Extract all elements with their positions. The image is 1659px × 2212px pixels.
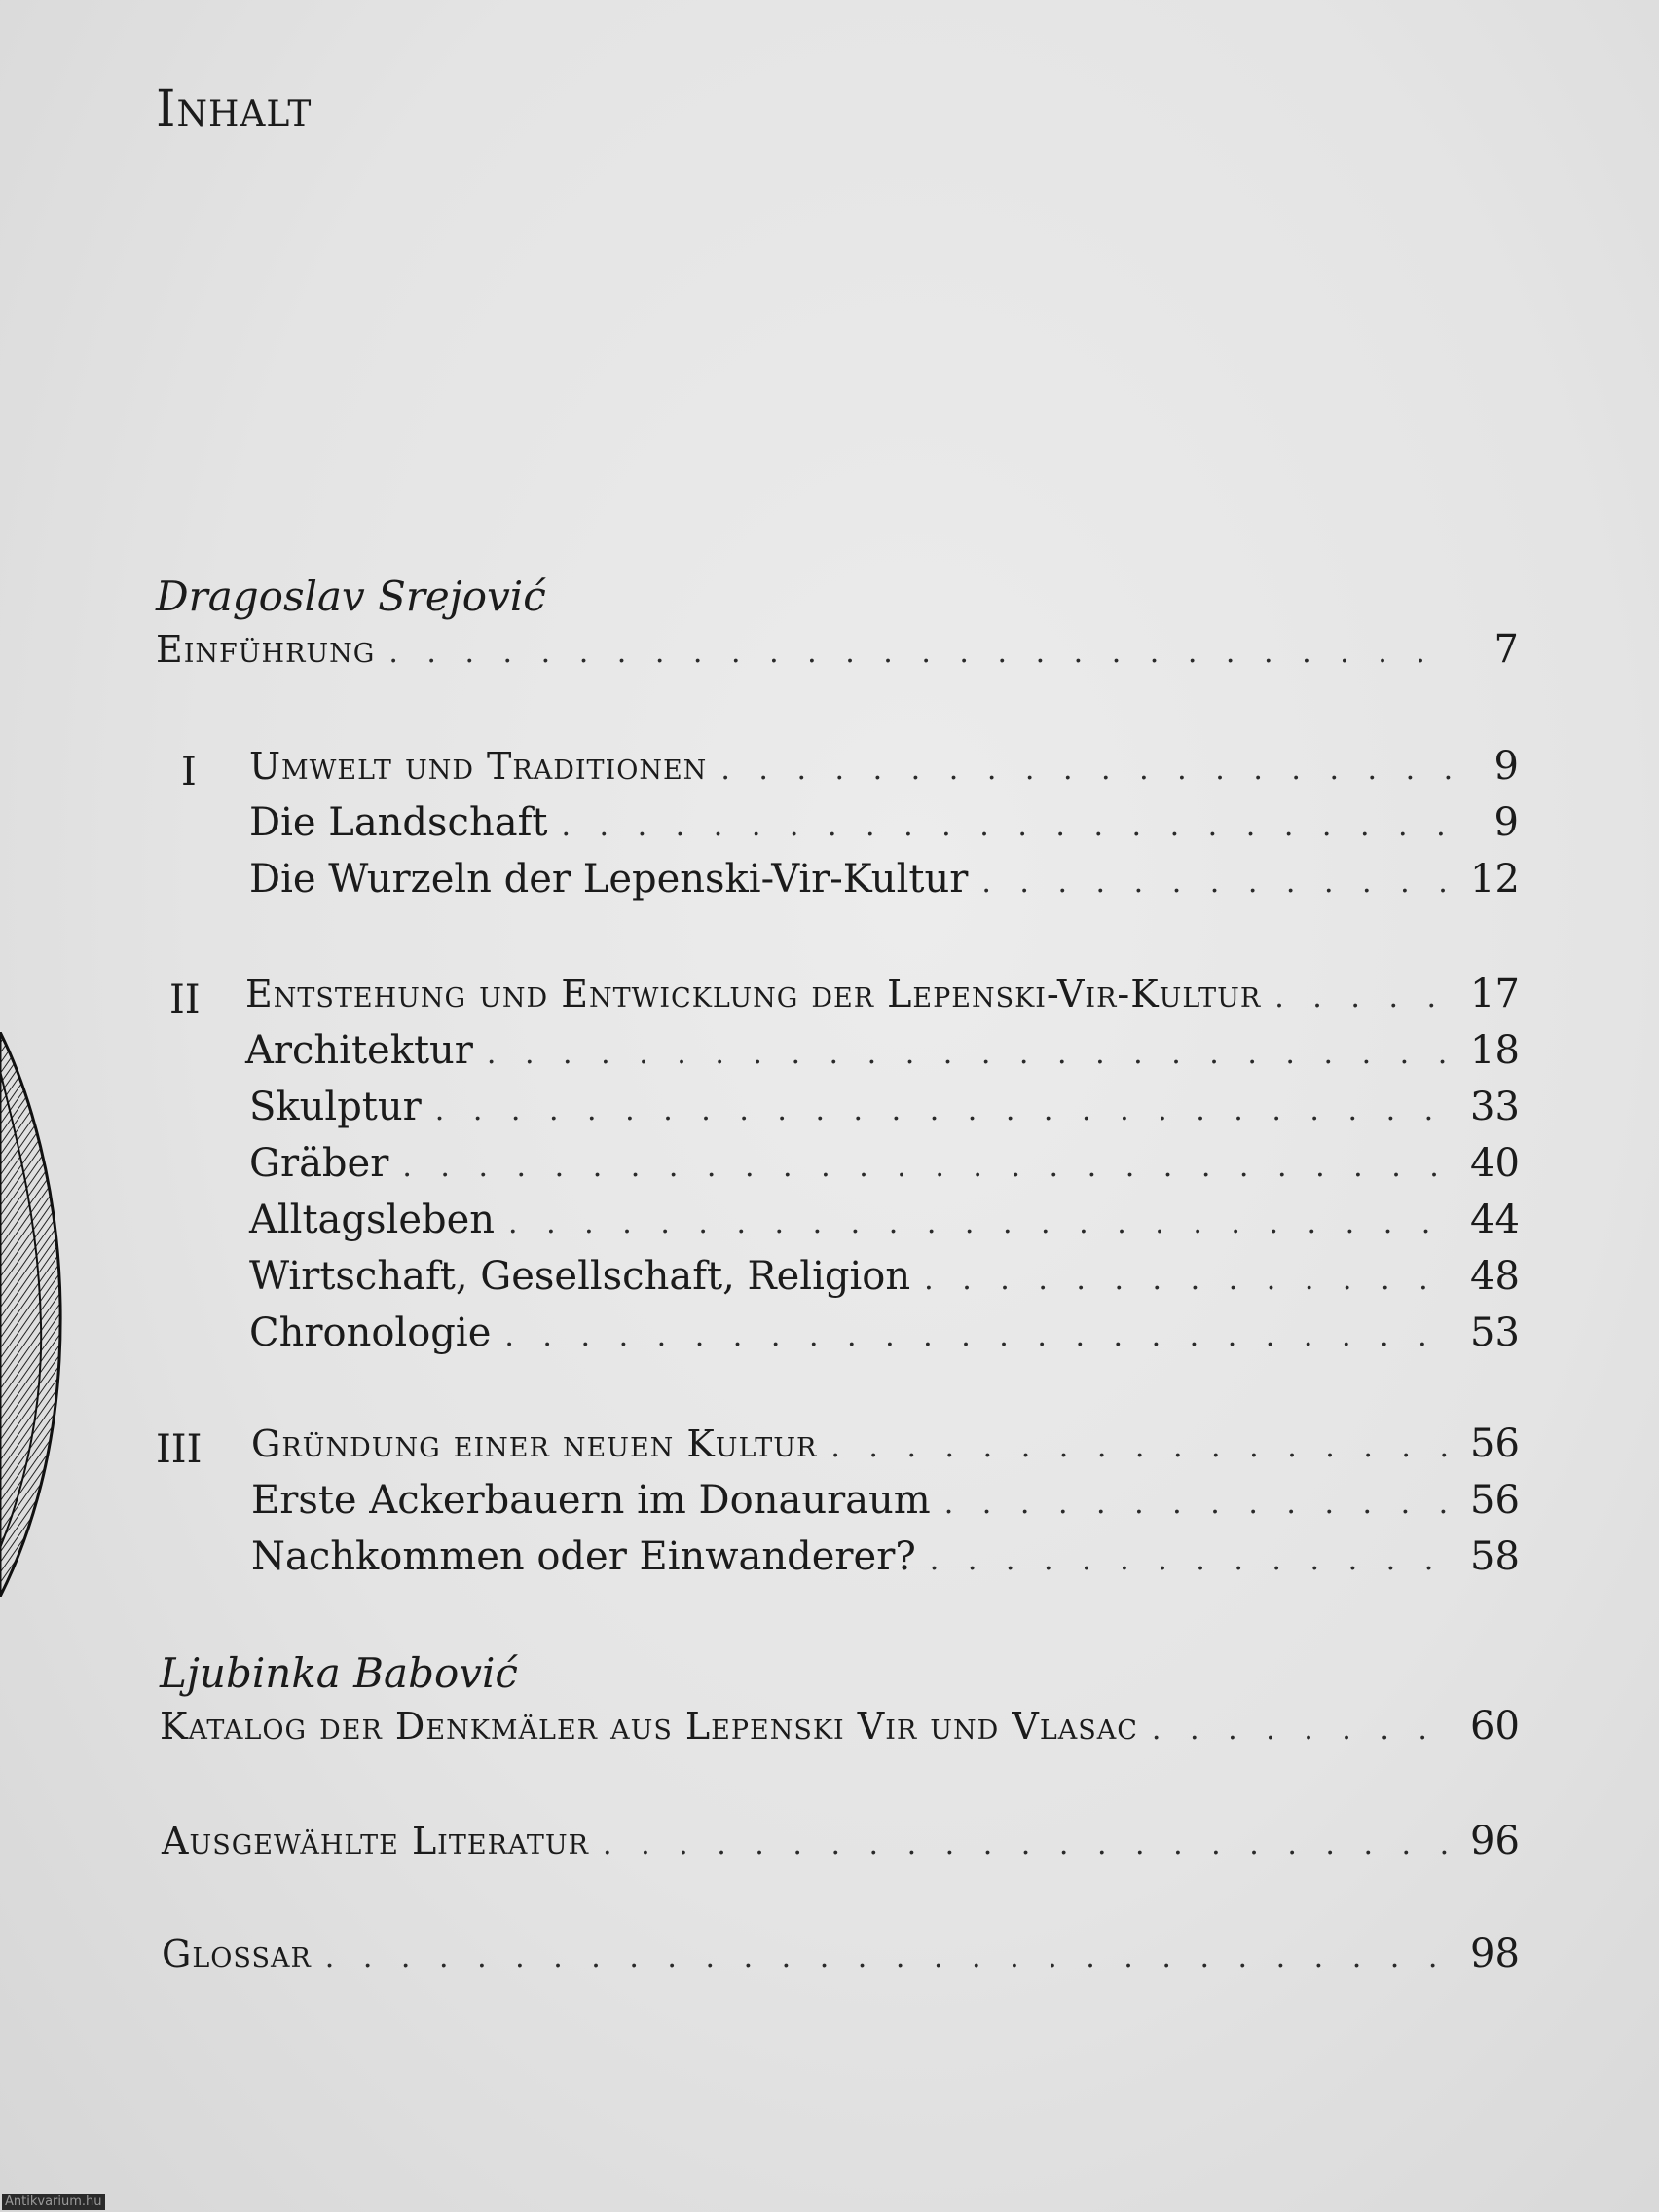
toc-entry-skulptur[interactable] <box>249 1085 1519 1143</box>
toc-label: Gründung einer neuen Kultur <box>251 1422 818 1465</box>
leader-dots <box>402 1150 1456 1184</box>
page-number: 96 <box>1470 1819 1520 1863</box>
toc-entry-einfuehrung[interactable] <box>156 627 1519 685</box>
page-number: 48 <box>1470 1254 1520 1299</box>
page-number: 58 <box>1470 1534 1520 1579</box>
toc-label: Glossar <box>162 1933 312 1975</box>
toc-label: Wirtschaft, Gesellschaft, Religion <box>249 1254 911 1299</box>
toc-label: Umwelt und Traditionen <box>249 745 708 788</box>
toc-entry-ackerbauern[interactable] <box>251 1478 1519 1536</box>
toc-label: Entstehung und Entwicklung der Lepenski-Vir-Kultur <box>245 973 1262 1015</box>
leader-dots <box>504 1319 1456 1353</box>
leader-dots <box>1152 1713 1456 1747</box>
leader-dots <box>930 1543 1456 1577</box>
leader-dots <box>830 1430 1456 1464</box>
page-number: 40 <box>1470 1141 1520 1186</box>
page-number: 56 <box>1470 1478 1520 1523</box>
leader-dots <box>924 1263 1456 1297</box>
toc-label: Ausgewählte Literatur <box>162 1820 590 1862</box>
page-number: 56 <box>1470 1421 1520 1466</box>
toc-entry-gruendung[interactable] <box>251 1421 1519 1480</box>
author-srejovic: Dragoslav Srejović <box>156 572 546 620</box>
toc-entry-landschaft[interactable] <box>249 800 1519 859</box>
toc-label: Erste Ackerbauern im Donauraum <box>251 1478 931 1523</box>
toc-entry-wirtschaft[interactable] <box>249 1254 1519 1312</box>
toc-entry-nachkommen[interactable] <box>251 1534 1519 1593</box>
page-number: 7 <box>1493 627 1519 672</box>
leader-dots <box>720 753 1456 787</box>
leader-dots <box>561 809 1456 843</box>
leader-dots <box>325 1940 1456 1974</box>
toc-label: Gräber <box>249 1141 389 1186</box>
toc-entry-entstehung[interactable] <box>245 972 1519 1030</box>
toc-label: Architektur <box>245 1028 473 1073</box>
toc-entry-chronologie[interactable] <box>249 1310 1519 1369</box>
section-numeral-2: II <box>169 977 201 1022</box>
toc-entry-alltagsleben[interactable] <box>249 1198 1519 1256</box>
page-number: 60 <box>1470 1704 1520 1749</box>
leader-dots <box>388 636 1456 670</box>
page-number: 98 <box>1470 1932 1520 1976</box>
leader-dots <box>603 1827 1456 1862</box>
page-number: 9 <box>1493 744 1519 789</box>
toc-entry-architektur[interactable] <box>245 1028 1519 1087</box>
engraved-stone-illustration <box>0 1032 68 1597</box>
leader-dots <box>508 1206 1456 1240</box>
page-number: 18 <box>1470 1028 1520 1073</box>
toc-label: Die Landschaft <box>249 800 548 845</box>
page-number: 9 <box>1493 800 1519 845</box>
leader-dots <box>487 1037 1456 1071</box>
toc-label: Nachkommen oder Einwanderer? <box>251 1534 916 1579</box>
page-number: 44 <box>1470 1198 1520 1242</box>
leader-dots <box>435 1093 1456 1127</box>
toc-entry-umwelt[interactable] <box>249 744 1519 802</box>
leader-dots <box>981 866 1456 900</box>
leader-dots <box>1274 980 1456 1014</box>
toc-label: Katalog der Denkmäler aus Lepenski Vir und Vlasac <box>160 1705 1138 1748</box>
leader-dots <box>944 1487 1456 1521</box>
toc-entry-graeber[interactable] <box>249 1141 1519 1199</box>
page-number: 53 <box>1470 1310 1520 1355</box>
toc-label: Skulptur <box>249 1085 422 1129</box>
toc-label: Einführung <box>156 628 376 671</box>
page-number: 12 <box>1470 857 1520 902</box>
toc-label: Alltagsleben <box>249 1198 496 1242</box>
watermark-text: Antikvarium.hu <box>2 2194 105 2210</box>
toc-entry-literatur[interactable] <box>162 1819 1519 1877</box>
toc-entry-wurzeln[interactable] <box>249 857 1519 915</box>
page-number: 33 <box>1470 1085 1520 1129</box>
author-babovic: Ljubinka Babović <box>160 1649 518 1697</box>
toc-label: Die Wurzeln der Lepenski-Vir-Kultur <box>249 857 969 902</box>
page-title: Inhalt <box>156 80 313 138</box>
section-numeral-3: III <box>156 1427 203 1472</box>
toc-entry-katalog[interactable] <box>160 1704 1519 1762</box>
toc-entry-glossar[interactable] <box>162 1932 1519 1990</box>
page-number: 17 <box>1470 972 1520 1016</box>
toc-label: Chronologie <box>249 1310 492 1355</box>
section-numeral-1: I <box>181 750 197 794</box>
